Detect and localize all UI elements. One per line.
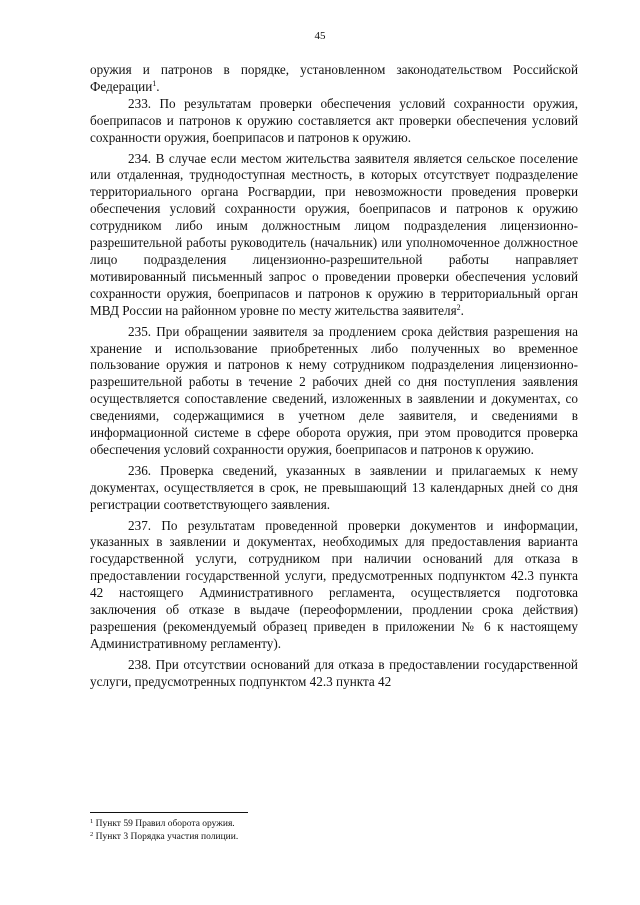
footnote-divider	[90, 812, 248, 813]
paragraph-234	[90, 151, 578, 320]
footnote-text: Пункт 59 Правил оборота оружия.	[93, 819, 235, 829]
footnote-ref[interactable]: 2	[456, 302, 461, 312]
footnote-mark: 2	[90, 830, 94, 838]
paragraph-continuation	[90, 62, 578, 96]
footnote-text: Пункт 3 Порядка участия полиции.	[93, 831, 239, 842]
document-body	[90, 62, 578, 691]
footnotes	[90, 818, 578, 843]
paragraph-text: 234. В случае если местом жительства заявителя является сельское поселение или отдаленная, труднодоступная местность, в которых отсутствует подразделение территориального органа Росгвардии, при невозможности проведения проверки обеспечения условий сохранности оружия, боеприпасов и патронов к оружию сотрудником либо иным должностным лицом подразделения лицензионно-разрешительной работы руководитель (начальник) или уполномоченное должностное лицо подразделения лицензионно-разрешительной работы направляет мотивированный письменный запрос о проведении проверки обеспечения условий сохранности оружия, боеприпасов и патронов к оружию в территориальный орган МВД России на районном уровне по месту жительства заявителя	[90, 150, 578, 318]
footnote-mark: 1	[90, 818, 94, 825]
page-number: 45	[314, 30, 326, 42]
paragraph-238: 238. При отсутствии оснований для отказа в предоставлении государственной услуги, предусмотренных подпунктом 42.3 пункта 42	[90, 656, 578, 689]
footnote-ref[interactable]: 1	[152, 78, 157, 88]
paragraph-235: 235. При обращении заявителя за продлением срока действия разрешения на хранение и использование приобретенных либо полученных во временное пользование оружия и патронов к нему сотрудником подразделения лицензионно-разрешительной работы в течение 2 рабочих дней со дня поступления заявления осуществляется сопоставление сведений, изложенных в заявлении и документах, со сведениями, содержащимися в учетном деле заявителя, и сведениями в информационной системе в сфере оборота оружия, при этом проводится проверка обеспечения условий сохранности оружия, боеприпасов и патронов к оружию.	[90, 323, 578, 457]
footnote-1	[90, 818, 578, 831]
paragraph-237: 237. По результатам проведенной проверки документов и информации, указанных в заявлении и документах, необходимых для предоставления варианта государственной услуги, сотрудником при наличии оснований для отказа в предоставлении государственной услуги, предусмотренных подпунктом 42.3 пункта 42 настоящего Административного регламента, осуществляется подготовка заключения об отказе в выдаче (переоформлении, продлении срока действия) разрешения (рекомендуемый образец приведен в приложении № 6 к настоящему Административному регламенту).	[90, 517, 578, 651]
paragraph-text: оружия и патронов в порядке, установленном законодательством Российской Федерации	[90, 62, 578, 94]
paragraph-236: 236. Проверка сведений, указанных в заявлении и прилагаемых к нему документах, осуществляется в срок, не превышающий 13 календарных дней со дня регистрации соответствующего заявления.	[90, 462, 578, 512]
paragraph-tail: .	[156, 78, 160, 94]
footnote-2	[90, 831, 578, 844]
paragraph-233: 233. По результатам проверки обеспечения условий сохранности оружия, боеприпасов и патронов к оружию составляется акт проверки обеспечения условий сохранности оружия, боеприпасов и патронов к оружию.	[90, 95, 578, 145]
paragraph-tail: .	[460, 302, 464, 318]
